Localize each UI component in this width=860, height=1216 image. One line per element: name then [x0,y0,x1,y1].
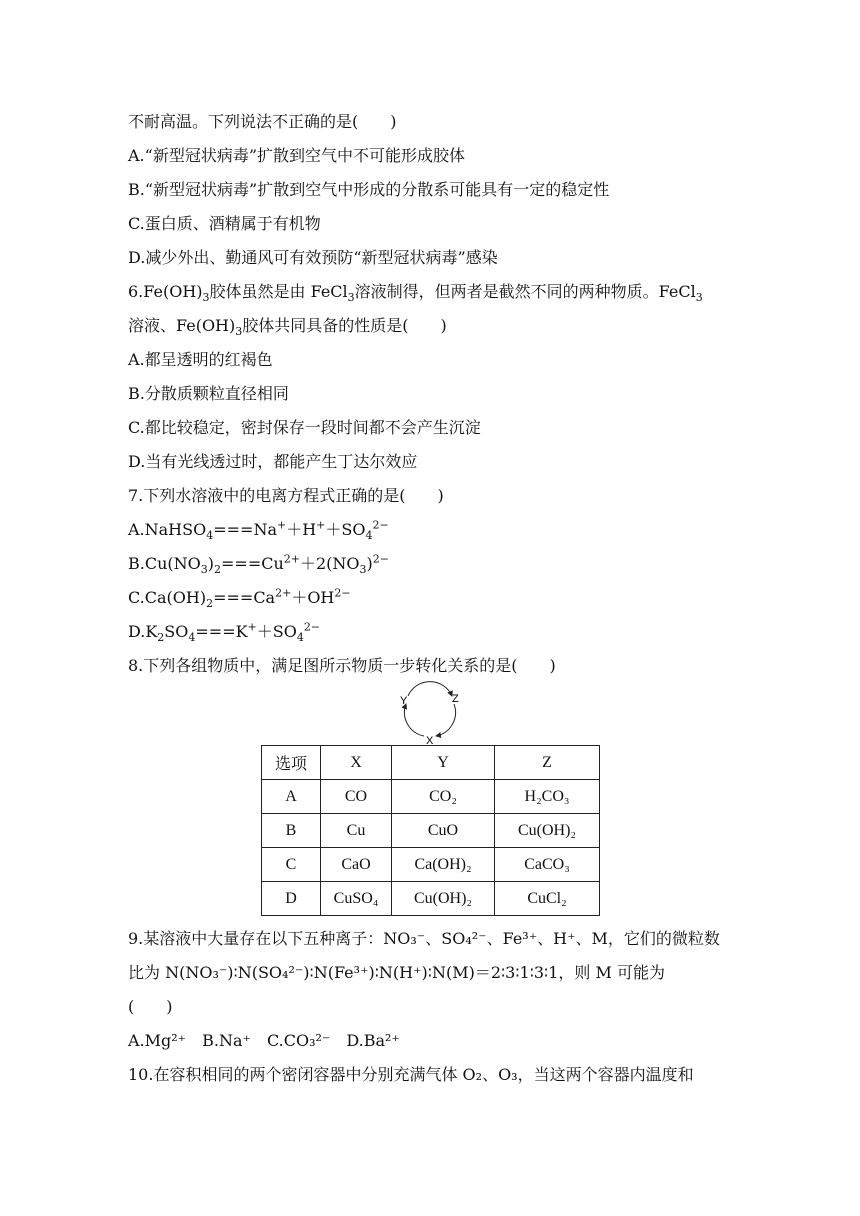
q6-option-c: C.都比较稳定，密封保存一段时间都不会产生沉淀 [128,418,481,437]
q6-stem-line1: $6.Fe(OH)_3$胶体虽然是由 FeCl$_3$溶液制得，但两者是截然不同的两种物质。FeCl$_3$ [128,282,703,305]
header-cell: Y [392,746,495,780]
q5-option-b: B.“新型冠状病毒”扩散到空气中形成的分散系可能具有一定的稳定性 [128,180,610,199]
q6-stem-line2: 溶液、$Fe(OH)_3$胶体共同具备的性质是( ) [128,316,447,339]
q6-option-a: A.都呈透明的红褐色 [128,350,273,369]
header-cell: Z [495,746,600,780]
conversion-cycle-diagram [390,678,470,748]
q8-stem: 8.下列各组物质中，满足图所示物质一步转化关系的是( ) [128,656,556,675]
q9-options: A.Mg²⁺ B.Na⁺ C.CO₃²⁻ D.Ba²⁺ [128,1031,400,1050]
q8-options-table [261,745,600,916]
q9-stem-line2: 比为 N(NO₃⁻)∶N(SO₄²⁻)∶N(Fe³⁺)∶N(H⁺)∶N(M)＝2∶3∶1∶3∶1，则 M 可能为 [128,963,665,982]
header-cell: 选项 [262,746,321,780]
arrow-z-to-x [436,704,456,736]
q10-stem-line1: 10.在容积相同的两个密闭容器中分别充满气体 O₂、O₃，当这两个容器内温度和 [128,1065,694,1084]
table-cell: H₂CO₃ [495,780,600,814]
table-cell: CuCl₂ [495,882,600,916]
table-cell: Cu(OH)₂ [392,882,495,916]
q9-stem-line1: 9.某溶液中大量存在以下五种离子：NO₃⁻、SO₄²⁻、Fe³⁺、H⁺、M，它们的微粒数 [128,929,720,948]
header-cell: X [321,746,392,780]
table-cell: Cu(OH)₂ [495,814,600,848]
node-z-label: Z [452,693,459,705]
table-cell: CuO [392,814,495,848]
q7-option-c: $C.Ca(OH)_2===Ca^{2+}+OH^{2-}$ [128,586,351,611]
q5-stem-tail: 不耐高温。下列说法不正确的是( ) [128,112,397,131]
node-y-label: Y [400,695,408,707]
table-cell: Cu [321,814,392,848]
q9-stem-line3: ( ) [128,997,173,1016]
table-cell: CO₂ [392,780,495,814]
table-cell: C [262,848,321,882]
table-cell: B [262,814,321,848]
q5-option-d: D.减少外出、勤通风可有效预防“新型冠状病毒”感染 [128,248,498,267]
table-cell: CuSO₄ [321,882,392,916]
arrow-y-to-z [408,682,452,696]
table-row [262,848,600,882]
q6-option-b: B.分散质颗粒直径相同 [128,384,289,403]
table-cell: Ca(OH)₂ [392,848,495,882]
table-row [262,814,600,848]
table-cell: CaCO₃ [495,848,600,882]
q7-option-a: $A.NaHSO_4===Na^++H^++SO_4^{2-}$ [128,518,389,543]
q7-option-b: $B.Cu(NO_3)_2===Cu^{2+}+2(NO_3)^{2-}$ [128,552,389,577]
table-row [262,882,600,916]
table-cell: D [262,882,321,916]
q7-option-d: $D.K_2SO_4===K^++SO_4^{2-}$ [128,620,321,645]
arrow-x-to-y [404,704,424,736]
q7-stem: 7.下列水溶液中的电离方程式正确的是( ) [128,486,444,505]
node-x-label: X [426,735,434,747]
table-cell: CaO [321,848,392,882]
table-cell: A [262,780,321,814]
table-cell: CO [321,780,392,814]
table-header-row [262,746,600,780]
q6-option-d: D.当有光线透过时，都能产生丁达尔效应 [128,452,418,471]
table-row [262,780,600,814]
q5-option-c: C.蛋白质、酒精属于有机物 [128,214,321,233]
q5-option-a: A.“新型冠状病毒”扩散到空气中不可能形成胶体 [128,146,466,165]
